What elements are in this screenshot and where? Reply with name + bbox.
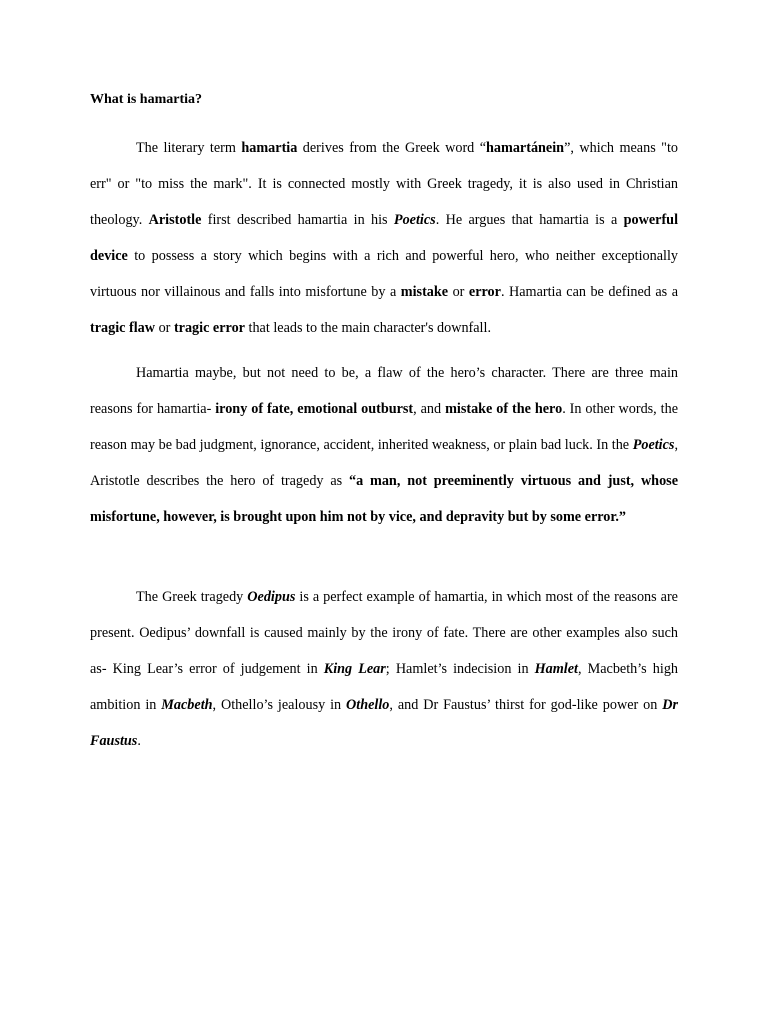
text-run: Hamartia maybe, but not need to be, a flaw of the hero’s character. There are three main reasons for hamartia- — [90, 365, 678, 417]
text-run: derives from the Greek word “ — [297, 140, 487, 156]
text-run: to possess a story which begins with a rich and powerful hero, who neither exceptionally virtuous nor villainous and falls into misfortune by a — [90, 248, 678, 300]
term-hamartanein: hamartánein — [486, 140, 565, 156]
text-run: first described hamartia in his — [201, 212, 394, 228]
work-title-poetics: Poetics — [632, 437, 675, 453]
term-mistake-of-hero: mistake of the hero — [445, 401, 563, 417]
text-run: . — [137, 733, 141, 749]
term-aristotle: Aristotle — [148, 212, 202, 228]
term-mistake: mistake — [400, 284, 449, 300]
text-run: , Othello’s jealousy in — [212, 697, 347, 713]
term-error: error — [468, 284, 501, 300]
work-title-oedipus: Oedipus — [247, 589, 296, 605]
work-title-othello: Othello — [346, 697, 390, 713]
aristotle-quote: “a man, not preeminently virtuous and just, whose misfortune, however, is brought upon him not by vice, and depravity but by some error.” — [90, 473, 678, 525]
work-title-dr-faustus: Dr Faustus — [90, 697, 678, 749]
paragraph-examples — [90, 579, 678, 759]
term-tragic-error: tragic error — [173, 320, 245, 336]
text-run: The Greek tragedy — [136, 589, 248, 605]
document-title: What is hamartia? — [90, 92, 202, 107]
text-run: , and — [413, 401, 446, 417]
work-title-macbeth: Macbeth — [161, 697, 213, 713]
text-run: or — [448, 284, 469, 300]
text-run: . In other words, the reason may be bad judgment, ignorance, accident, inherited weakness, or plain bad luck. In the — [90, 401, 678, 453]
text-run: is a perfect example of hamartia, in which most of the reasons are present. Oedipus’ downfall is caused mainly by the irony of fate. There are other examples also such as- King Lear’s error of judgement in — [90, 589, 678, 677]
work-title-king-lear: King Lear — [323, 661, 386, 677]
text-run: ”, which means "to err" or "to miss the mark". It is connected mostly with Greek tragedy, it is also used in Christian theology. — [90, 140, 678, 228]
text-run: or — [155, 320, 174, 336]
text-run: . He argues that hamartia is a — [435, 212, 624, 228]
term-tragic-flaw: tragic flaw — [90, 320, 156, 336]
text-run: , Aristotle describes the hero of tragedy as — [90, 437, 678, 489]
term-powerful-device: powerful device — [90, 212, 679, 264]
term-reasons: irony of fate, emotional outburst — [215, 401, 414, 417]
paragraph-reasons — [90, 355, 678, 535]
text-run: , Macbeth’s high ambition in — [90, 661, 679, 713]
work-title-hamlet: Hamlet — [534, 661, 578, 677]
text-run: ; Hamlet’s indecision in — [385, 661, 535, 677]
text-run: , and Dr Faustus’ thirst for god-like power on — [389, 697, 663, 713]
term-hamartia: hamartia — [241, 140, 298, 156]
paragraph-definition — [90, 130, 678, 346]
text-run: . Hamartia can be defined as a — [500, 284, 678, 300]
text-run: that leads to the main character's downfall. — [244, 320, 491, 336]
work-title-poetics: Poetics — [393, 212, 436, 228]
text-run: The literary term — [136, 140, 242, 156]
